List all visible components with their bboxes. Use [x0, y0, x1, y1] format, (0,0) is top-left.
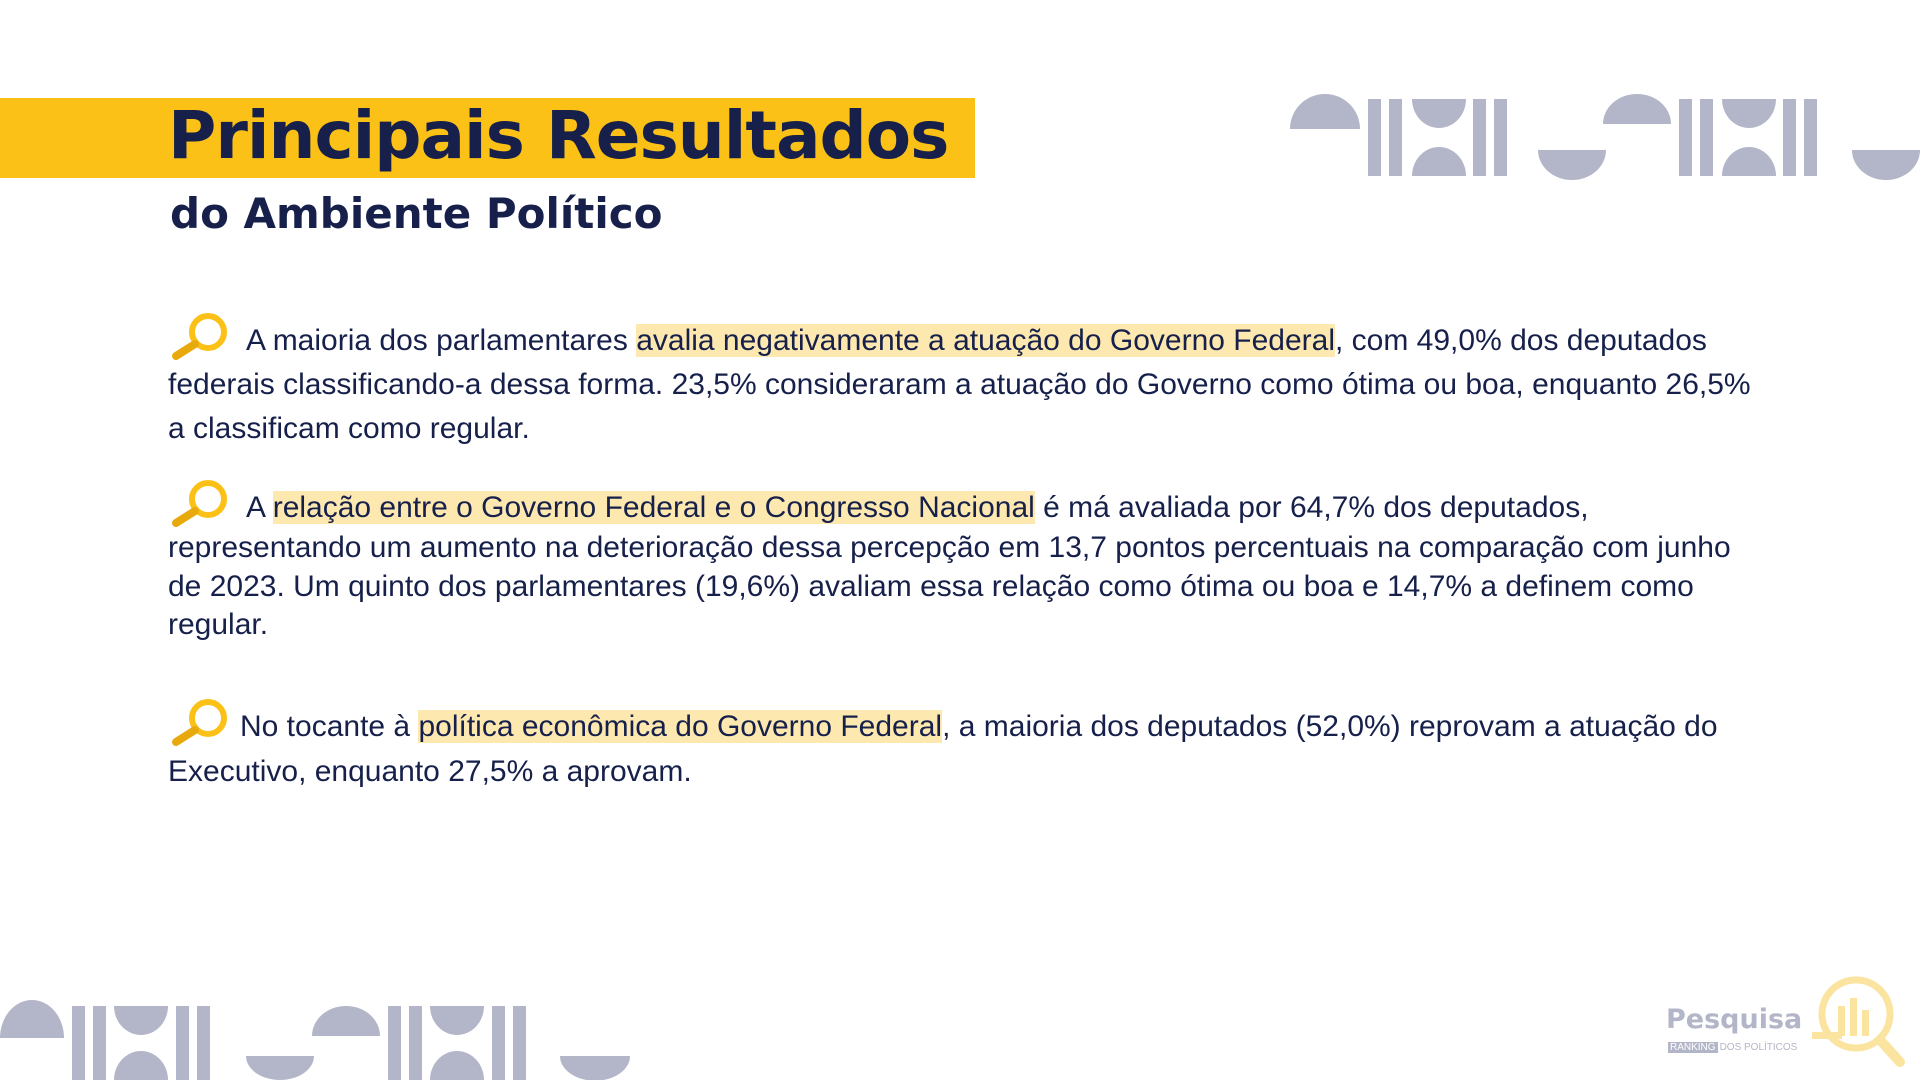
finding-1-text: A maioria dos parlamentares	[246, 324, 637, 357]
magnifier-icon	[168, 696, 234, 748]
page-subtitle: do Ambiente Político	[170, 189, 663, 238]
decorative-pattern-top	[1290, 94, 1920, 180]
finding-3-highlight: política econômica do Governo Federal	[418, 710, 943, 743]
page-title: Principais Resultados	[168, 97, 949, 174]
decorative-pattern-bottom	[0, 1000, 630, 1080]
logo-wordmark: Pesquisa	[1666, 1004, 1803, 1035]
logo-tag-ranking: RANKING	[1670, 1042, 1716, 1053]
finding-1-highlight: avalia negativamente a atuação do Governo Federal	[636, 324, 1335, 357]
finding-3-text-rest: , a maioria dos deputados (52,0%) reprovam a atuação do Executivo, enquanto 27,5% a aprovam.	[168, 710, 1718, 788]
finding-2	[168, 477, 1768, 645]
finding-2-text: A	[246, 491, 273, 524]
magnifier-icon	[168, 477, 234, 529]
finding-2-highlight: relação entre o Governo Federal e o Congresso Nacional	[272, 491, 1035, 524]
logo-tagline	[1668, 1042, 1797, 1053]
finding-2-text-rest: é má avaliada por 64,7% dos deputados, representando um aumento na deterioração dessa percepção em 13,7 pontos percentuais na comparação com junho de 2023. Um quinto dos parlamentares (19,6%) avaliam essa relação como ótima ou boa e 14,7% a definem como regular.	[168, 491, 1731, 641]
finding-3	[168, 696, 1768, 794]
magnifier-chart-icon	[1808, 976, 1908, 1070]
finding-1-text-rest: , com 49,0% dos deputados federais classificando-a dessa forma. 23,5% consideraram a atuação do Governo como ótima ou boa, enquanto 26,5% a classificam como regular.	[168, 324, 1751, 445]
magnifier-icon	[168, 310, 234, 362]
pesquisa-logo	[1660, 970, 1910, 1070]
logo-tag-politicos: DOS POLÍTICOS	[1719, 1042, 1798, 1053]
finding-1	[168, 310, 1768, 451]
finding-3-text: No tocante à	[240, 710, 419, 743]
